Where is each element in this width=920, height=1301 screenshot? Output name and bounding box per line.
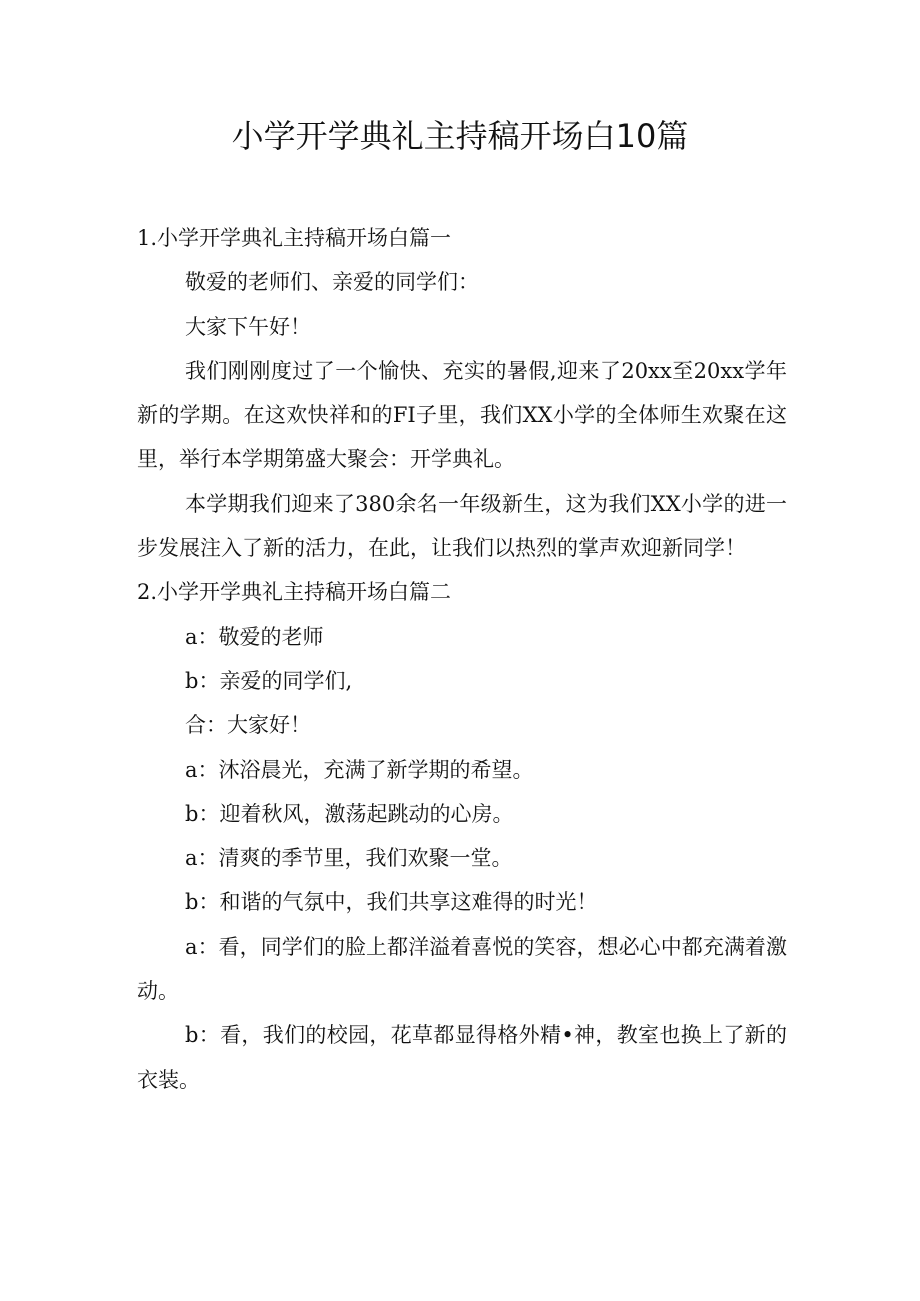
section-heading-2: 2.小学开学典礼主持稿开场白篇二 bbox=[137, 580, 452, 605]
document-body bbox=[137, 216, 787, 1102]
section-2-paragraph: a：看，同学们的脸上都洋溢着喜悦的笑容，想必心中都充满着激动。 bbox=[137, 934, 787, 1004]
section-2-paragraph: a：敬爱的老师 bbox=[185, 624, 324, 649]
section-1-paragraph: 敬爱的老师们、亲爱的同学们： bbox=[185, 270, 479, 295]
section-1-paragraph: 大家下午好！ bbox=[185, 314, 311, 339]
section-2-paragraph: b：看，我们的校园，花草都显得格外精•神，教室也换上了新的衣装。 bbox=[137, 1023, 787, 1092]
section-1-paragraph: 本学期我们迎来了380余名一年级新生，这为我们XX小学的进一步发展注入了新的活力，在此，让我们以热烈的掌声欢迎新同学！ bbox=[137, 491, 787, 561]
section-2-paragraph: b：迎着秋风，激荡起跳动的心房。 bbox=[185, 801, 514, 826]
section-heading-1: 1.小学开学典礼主持稿开场白篇一 bbox=[137, 226, 452, 250]
document-title: 小学开学典礼主持稿开场白10篇 bbox=[231, 117, 689, 155]
section-2-paragraph: a：清爽的季节里，我们欢聚一堂。 bbox=[185, 846, 513, 871]
section-2-paragraph: b：和谐的气氛中，我们共享这难得的时光！ bbox=[185, 890, 598, 915]
section-2-paragraph: b：亲爱的同学们, bbox=[185, 668, 353, 693]
section-1-paragraph: 我们刚刚度过了一个愉快、充实的暑假,迎来了20xx至20xx学年新的学期。在这欢快祥和的FI子里，我们XX小学的全体师生欢聚在这里，举行本学期第盛大聚会：开学典礼。 bbox=[137, 358, 787, 472]
section-2-paragraph: 合：大家好！ bbox=[185, 713, 311, 738]
section-2-paragraph: a：沐浴晨光，充满了新学期的希望。 bbox=[185, 757, 534, 782]
